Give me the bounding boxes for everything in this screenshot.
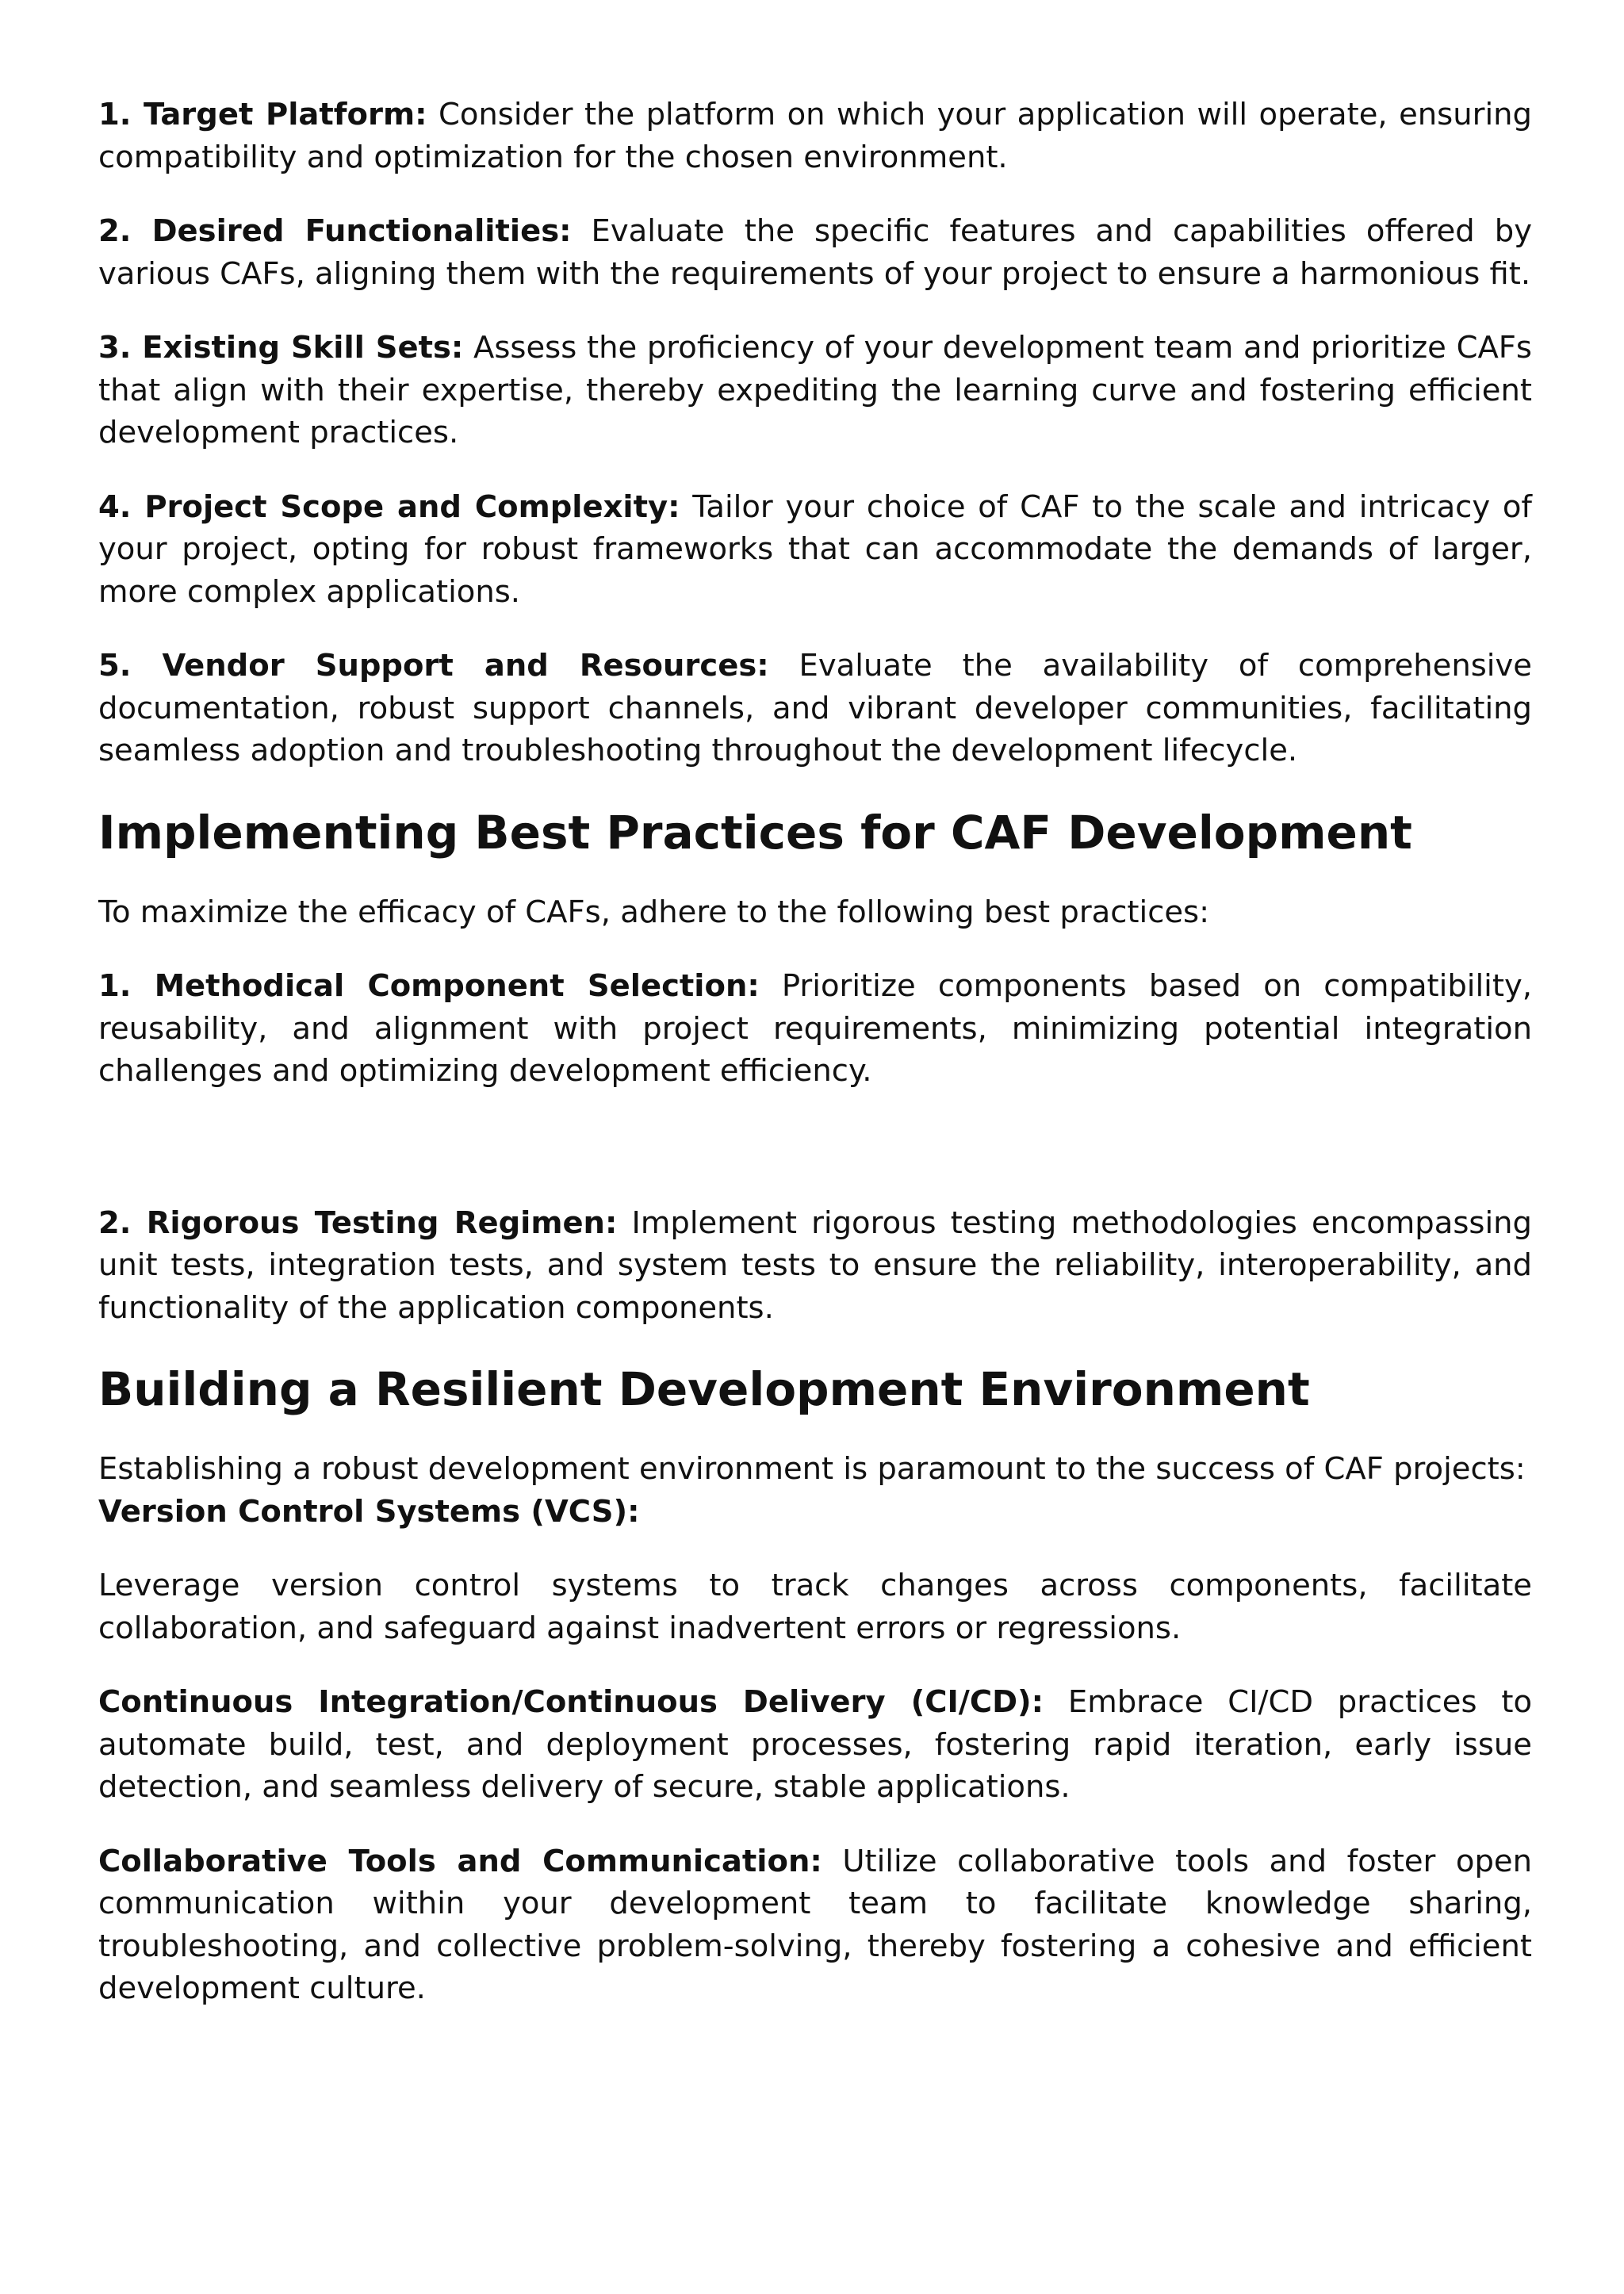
list-item-vendor-support [98, 645, 1532, 772]
section-intro-best-practices: To maximize the efficacy of CAFs, adhere to the following best practices: [98, 894, 1210, 930]
section-heading-best-practices: Implementing Best Practices for CAF Development [98, 805, 1412, 860]
item-text: Assess the proficiency of your development team and prioritize CAFs that align with their expertise, thereby expediting the learning curve and fostering efficient development practices. [98, 330, 1532, 450]
item-text: Utilize collaborative tools and foster open communication within your development team to facilitate knowledge sharing, troubleshooting, and collective problem-solving, thereby fostering a cohesive and efficient development culture. [98, 1843, 1532, 2006]
list-item-project-scope [98, 486, 1532, 614]
list-item-desired-functionalities [98, 210, 1532, 295]
item-text: Tailor your choice of CAF to the scale and intricacy of your project, opting for robust frameworks that can accommodate the demands of larger, more complex applications. [98, 488, 1532, 610]
item-label: Continuous Integration/Continuous Delivery (CI/CD): [98, 1684, 1044, 1720]
item-label: 2. Rigorous Testing Regimen: [98, 1204, 618, 1241]
vcs-label: Version Control Systems (VCS): [98, 1493, 640, 1530]
item-label: 5. Vendor Support and Resources: [98, 648, 769, 684]
list-item-collaborative-tools [98, 1840, 1532, 2010]
item-label: Collaborative Tools and Communication: [98, 1843, 822, 1879]
section-intro-environment: Establishing a robust development environment is paramount to the success of CAF projects: [98, 1451, 1526, 1487]
list-item-existing-skill-sets [98, 327, 1532, 454]
item-text: Prioritize components based on compatibility, reusability, and alignment with project requirements, minimizing potential integration challenges and optimizing development efficiency. [98, 968, 1532, 1089]
list-item-ci-cd [98, 1681, 1532, 1809]
item-label: 1. Target Platform: [98, 97, 427, 132]
vcs-text: Leverage version control systems to track changes across components, facilitate collaboration, and safeguard against inadvertent errors or regressions. [98, 1568, 1532, 1646]
list-item-testing-regimen [98, 1202, 1532, 1330]
list-item-target-platform [98, 94, 1532, 178]
item-label: 3. Existing Skill Sets: [98, 330, 464, 366]
item-text: Evaluate the specific features and capabilities offered by various CAFs, aligning them with the requirements of your project to ensure a harmonious fit. [98, 213, 1532, 292]
item-text: Consider the platform on which your application will operate, ensuring compatibility and optimization for the chosen environment. [98, 97, 1532, 175]
item-text: Evaluate the availability of comprehensive documentation, robust support channels, and vibrant developer communities, facilitating seamless adoption and troubleshooting throughout the development lifecycle. [98, 648, 1532, 768]
item-label: 1. Methodical Component Selection: [98, 968, 760, 1004]
list-item-component-selection [98, 965, 1532, 1093]
item-text: Implement rigorous testing methodologies encompassing unit tests, integration tests, and system tests to ensure the reliability, interoperability, and functionality of the application components. [98, 1204, 1532, 1326]
item-label: 4. Project Scope and Complexity: [98, 488, 680, 525]
document-page [98, 94, 1532, 2010]
item-label: 2. Desired Functionalities: [98, 213, 572, 249]
section-heading-environment: Building a Resilient Development Environment [98, 1362, 1310, 1416]
item-text: Embrace CI/CD practices to automate build, test, and deployment processes, fostering rapid iteration, early issue detection, and seamless delivery of secure, stable applications. [98, 1684, 1532, 1805]
